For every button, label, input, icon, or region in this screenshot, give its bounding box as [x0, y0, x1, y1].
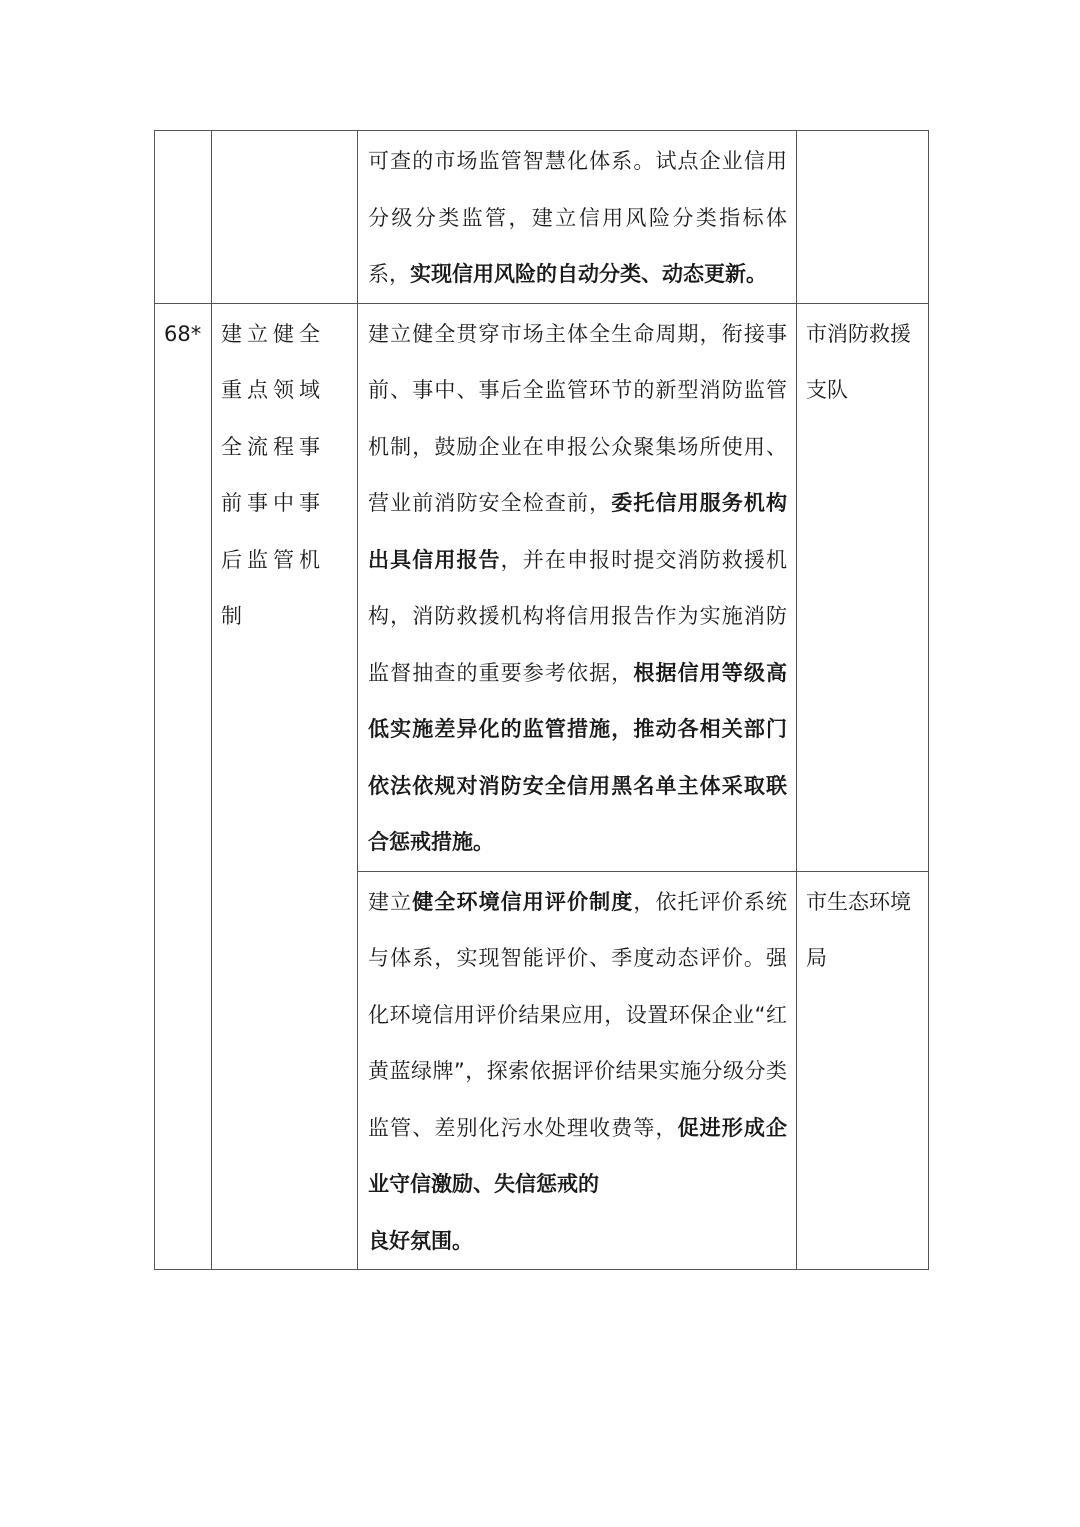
table-row-68-fire — [155, 303, 929, 871]
env-segment-2-bold: 健全环境信用评价制度 — [412, 889, 634, 914]
content-cell-env — [358, 871, 797, 1270]
topic-cell — [212, 131, 358, 304]
topic-cell — [212, 303, 358, 1270]
department-cell — [797, 131, 929, 304]
env-segment-3: ，依托评价系统与体系，实现智能评价、季度动态评价。强化环境信用评价结果应用，设置环保企业“红黄蓝绿牌”，探索依据评价结果实施分级分类监管、差别化污水处理收费等， — [368, 889, 788, 1140]
env-segment-1: 建立 — [368, 889, 413, 914]
number-cell — [155, 131, 212, 304]
fire-segment-3: ，并在申报时提交消防救援机构，消防救援机构将信用报告作为实施消防监督抽查的重要参考依据， — [368, 547, 788, 685]
number-cell — [155, 303, 212, 1270]
department-fire: 市消防救援支队 — [806, 321, 911, 402]
measures-table — [154, 130, 929, 1270]
fire-segment-4-bold: 根据信用等级高低实施差异化的监管措施，推动各相关部门依法依规对消防安全信用黑名单主体采取联合惩戒措施。 — [368, 660, 788, 854]
content-segment-2-bold: 实现信用风险的自动分类、动态更新。 — [410, 262, 767, 286]
department-env: 市生态环境局 — [806, 889, 911, 970]
department-cell-fire — [797, 303, 929, 871]
department-cell-env — [797, 871, 929, 1270]
content-segment-1: 可查的市场监管智慧化体系。试点企业信用分级分类监管，建立信用风险分类指标体系， — [368, 149, 787, 286]
item-topic: 建立健全重点领域全流程事前事中事后监管机制 — [221, 321, 325, 628]
env-segment-5-bold: 良好氛围。 — [368, 1228, 473, 1253]
env-segment-4-bold: 促进形成企业守信激励、失信惩戒的 — [368, 1115, 788, 1196]
item-number: 68* — [164, 321, 202, 346]
content-text-env — [358, 872, 796, 1270]
fire-segment-2-bold: 委托信用服务机构出具信用报告 — [368, 491, 788, 572]
content-text-fire — [358, 304, 796, 871]
table-row-continued — [155, 131, 929, 304]
fire-segment-1: 建立健全贯穿市场主体全生命周期，衔接事前、事中、事后全监管环节的新型消防监管机制，鼓励企业在申报公众聚集场所使用、营业前消防安全检查前， — [368, 321, 787, 515]
content-cell-fire — [358, 303, 797, 871]
content-cell — [358, 131, 797, 304]
content-text — [358, 131, 796, 303]
